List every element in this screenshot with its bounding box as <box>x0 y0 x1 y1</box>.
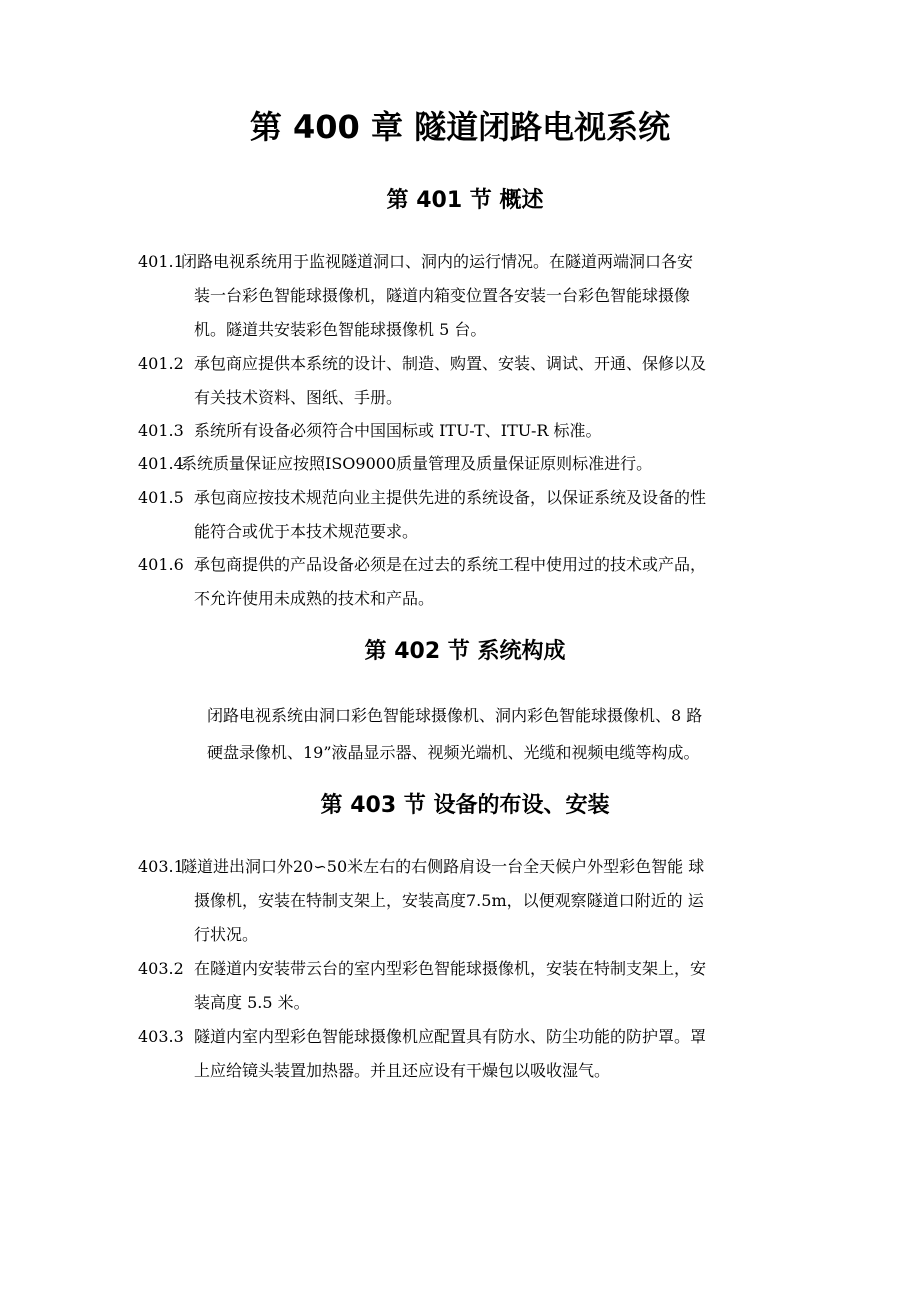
clause-line: 系统所有设备必须符合中国国标或 ITU-T、ITU-R 标准。 <box>194 421 602 440</box>
clause-number: 403.3 <box>138 1027 184 1046</box>
clause-line: 装一台彩色智能球摄像机，隧道内箱变位置各安装一台彩色智能球摄像 <box>194 286 691 305</box>
chapter-title: 第 400 章 隧道闭路电视系统 <box>249 108 671 146</box>
body-line: 闭路电视系统由洞口彩色智能球摄像机、洞内彩色智能球摄像机、8 路 <box>207 706 703 725</box>
clause-number: 401.4 <box>138 454 184 473</box>
section-title-402: 第 402 节 系统构成 <box>364 639 566 664</box>
clause-401-3 <box>138 414 788 448</box>
clause-line: 承包商应按技术规范向业主提供先进的系统设备，以保证系统及设备的性 <box>194 488 707 507</box>
clause-line: 隧道进出洞口外20∽50米左右的右侧路肩设一台全天候户外型彩色智能 球 <box>181 857 705 876</box>
clause-line: 承包商提供的产品设备必须是在过去的系统工程中使用过的技术或产品， <box>194 555 707 574</box>
clause-line: 不允许使用未成熟的技术和产品。 <box>194 589 435 608</box>
clause-line: 行状况。 <box>194 925 259 944</box>
clause-line: 能符合或优于本技术规范要求。 <box>194 522 419 541</box>
clause-401-1 <box>138 245 788 347</box>
clause-403-2 <box>138 952 788 1020</box>
clause-401-4 <box>138 447 788 481</box>
clause-line: 系统质量保证应按照ISO9000质量管理及质量保证原则标准进行。 <box>181 454 653 473</box>
clause-401-2 <box>138 347 788 415</box>
clause-line: 上应给镜头装置加热器。并且还应设有干燥包以吸收湿气。 <box>194 1061 611 1080</box>
clause-number: 401.3 <box>138 421 184 440</box>
clause-number: 401.1 <box>138 252 184 271</box>
clause-number: 403.2 <box>138 959 184 978</box>
section-title-401: 第 401 节 概述 <box>386 188 544 213</box>
clause-401-6 <box>138 548 788 616</box>
body-line: 硬盘录像机、19”液晶显示器、视频光端机、光缆和视频电缆等构成。 <box>207 743 700 762</box>
clause-403-3 <box>138 1020 788 1088</box>
clause-line: 在隧道内安装带云台的室内型彩色智能球摄像机，安装在特制支架上，安 <box>194 959 707 978</box>
clause-number: 401.2 <box>138 354 184 373</box>
section-title-403: 第 403 节 设备的布设、安装 <box>320 793 610 818</box>
clause-number: 401.5 <box>138 488 184 507</box>
clause-line: 闭路电视系统用于监视隧道洞口、洞内的运行情况。在隧道两端洞口各安 <box>181 252 694 271</box>
clause-line: 承包商应提供本系统的设计、制造、购置、安装、调试、开通、保修以及 <box>194 354 707 373</box>
clause-line: 装高度 5.5 米。 <box>194 993 310 1012</box>
clause-403-1 <box>138 850 788 952</box>
clause-line: 摄像机，安装在特制支架上，安装高度7.5m，以便观察隧道口附近的 运 <box>194 891 704 910</box>
section-402-body <box>207 697 797 771</box>
clause-line: 有关技术资料、图纸、手册。 <box>194 388 403 407</box>
clause-number: 401.6 <box>138 555 184 574</box>
clause-line: 机。隧道共安装彩色智能球摄像机 5 台。 <box>194 320 487 339</box>
clause-401-5 <box>138 481 788 549</box>
clause-line: 隧道内室内型彩色智能球摄像机应配置具有防水、防尘功能的防护罩。罩 <box>194 1027 707 1046</box>
clause-number: 403.1 <box>138 857 184 876</box>
